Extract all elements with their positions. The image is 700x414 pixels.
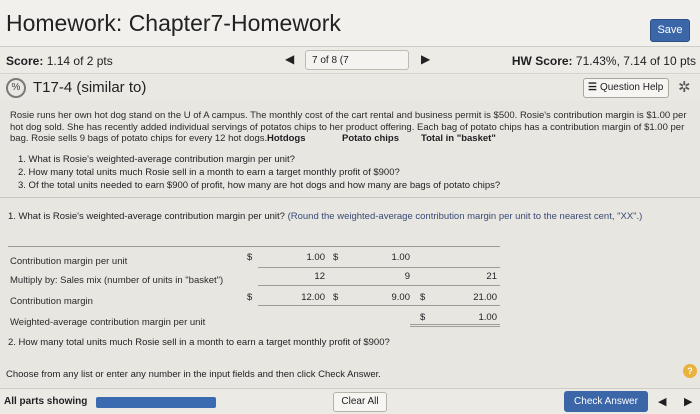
part2-prompt: 2. How many total units much Rosie sell in a month to earn a target monthly profit of $900? — [8, 337, 390, 348]
cm-total-basket-value: 21.00 — [473, 292, 497, 303]
clear-all-button[interactable]: Clear All — [333, 392, 387, 412]
partial-credit-icon: % — [6, 78, 26, 98]
weighted-average-value: 1.00 — [478, 312, 497, 323]
cm-hotdog-value: 1.00 — [306, 252, 325, 263]
mix-chips-value: 9 — [404, 271, 410, 282]
question-help-label: Question Help — [599, 82, 664, 93]
question-title: T17-4 (similar to) — [33, 79, 147, 96]
all-parts-label: All parts showing — [4, 396, 88, 407]
divider — [410, 324, 500, 325]
divider — [258, 267, 500, 268]
problem-text: Rosie runs her own hot dog stand on the U of A campus. The monthly cost of the cart rental and business permit is $500. Rosie's contribution margin is $1.00 per hot dog sold. She has recently added individual servings of potatos chips to her product offering. Each bag of potato chips has a contribution margin of $1.00 per bag. Rosie sells 9 bags of potato chips for every 12 hot dogs. — [10, 110, 687, 144]
score-value: 1.14 of 2 pts — [46, 54, 113, 68]
mix-total-value: 21 — [486, 271, 497, 282]
column-header-hotdogs: Hotdogs — [267, 133, 306, 144]
dollar-sign: $ — [247, 292, 253, 303]
divider — [0, 197, 700, 198]
previous-icon[interactable]: ◀ — [658, 396, 667, 408]
footer-bar — [0, 388, 700, 414]
cm-total-hotdog-value: 12.00 — [301, 292, 325, 303]
check-answer-button[interactable]: Check Answer — [564, 391, 648, 412]
save-button[interactable]: Save — [650, 19, 690, 42]
progress-bar — [96, 397, 216, 408]
mix-hotdog-value: 12 — [314, 271, 325, 282]
list-item: 2. How many total units much Rosie sell in a month to earn a target monthly profit of $900? — [18, 167, 400, 178]
score — [6, 54, 113, 68]
question-selector[interactable] — [305, 50, 409, 70]
dollar-sign: $ — [420, 292, 426, 303]
cm-chips-value: 1.00 — [391, 252, 410, 263]
dollar-sign: $ — [247, 252, 253, 263]
instructions: Choose from any list or enter any number in the input fields and then click Check Answer. — [6, 369, 381, 380]
part1-question: 1. What is Rosie's weighted-average contribution margin per unit? — [8, 211, 285, 222]
list-item: 3. Of the total units needed to earn $900 of profit, how many are hot dogs and how many are bags of potato chips? — [18, 180, 501, 191]
cm-total-chips-value: 9.00 — [391, 292, 410, 303]
row-label-weighted-average: Weighted-average contribution margin per unit — [10, 317, 206, 328]
score-label: Score: — [6, 54, 44, 68]
previous-question-icon[interactable]: ◀ — [285, 52, 295, 66]
next-question-icon[interactable]: ▶ — [421, 52, 431, 66]
score-bar — [0, 48, 700, 74]
part1-hint: (Round the weighted-average contribution margin per unit to the nearest cent, "XX".) — [287, 211, 643, 222]
hw-score-label: HW Score: — [511, 54, 573, 68]
next-icon[interactable]: ▶ — [684, 396, 693, 408]
help-alert-icon[interactable]: ? — [683, 364, 697, 378]
hw-score — [512, 54, 696, 68]
column-header-total: Total in "basket" — [421, 133, 496, 144]
hw-score-value: 71.43%, 7.14 of 10 pts — [575, 54, 696, 68]
dollar-sign: $ — [333, 252, 339, 263]
question-selector-label: 7 of 8 (7 — [312, 55, 349, 66]
header-bar — [0, 0, 700, 47]
dollar-sign: $ — [420, 312, 426, 323]
dollar-sign: $ — [333, 292, 339, 303]
part1-prompt — [8, 211, 642, 222]
divider — [258, 305, 500, 306]
column-header-potato-chips: Potato chips — [342, 133, 400, 144]
divider — [410, 326, 500, 327]
divider — [258, 285, 500, 286]
question-list — [18, 153, 500, 192]
list-icon: ☰ — [588, 82, 597, 93]
gear-icon[interactable]: ✲ — [678, 79, 691, 96]
row-label-contribution-margin: Contribution margin — [10, 296, 93, 307]
question-help-button[interactable] — [583, 78, 669, 98]
page-title: Homework: Chapter7-Homework — [6, 10, 341, 36]
question-bar — [0, 75, 700, 101]
row-label-sales-mix: Multiply by: Sales mix (number of units in "basket") — [10, 275, 224, 286]
row-label-cm-per-unit: Contribution margin per unit — [10, 256, 128, 267]
divider — [8, 246, 500, 247]
list-item: 1. What is Rosie's weighted-average contribution margin per unit? — [18, 154, 295, 165]
